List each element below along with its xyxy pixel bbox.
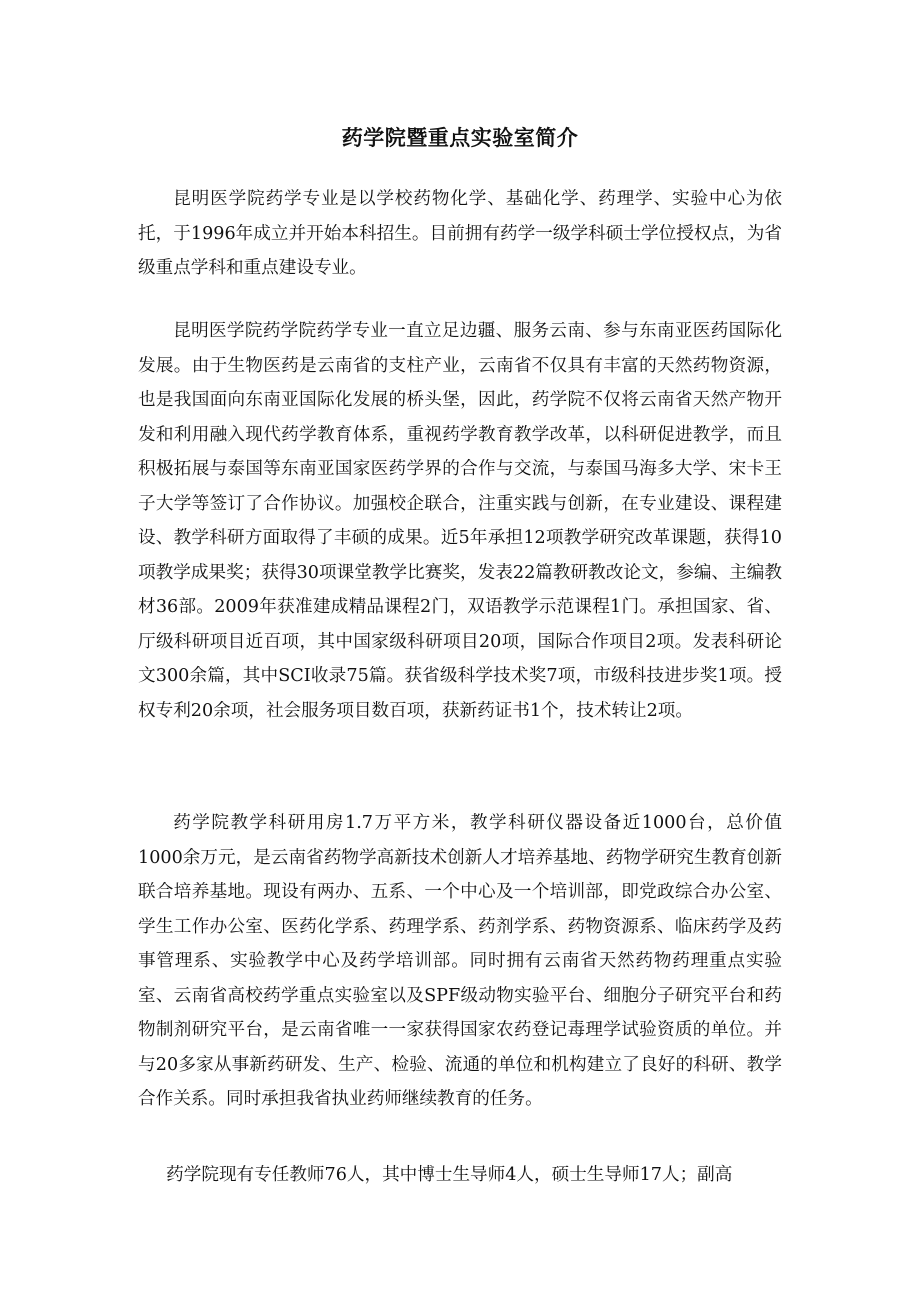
paragraph-facilities: 药学院教学科研用房1.7万平方米，教学科研仪器设备近1000台，总价值1000余万元，是云南省药物学高新技术创新人才培养基地、药物学研究生教育创新联合培养基地。现设有两办、五系、一个中心及一个培训部，即党政综合办公室、学生工作办公室、医药化学系、药理学系、药剂学系、药物资源系、临床药学及药事管理系、实验教学中心及药学培训部。同时拥有云南省天然药物药理重点实验室、云南省高校药学重点实验室以及SPF级动物实验平台、细胞分子研究平台和药物制剂研究平台，是云南省唯一一家获得国家农药登记毒理学试验资质的单位。并与20多家从事新药研发、生产、检验、流通的单位和机构建立了良好的科研、教学合作关系。同时承担我省执业药师继续教育的任务。 bbox=[138, 813, 782, 1109]
paragraph-intro: 昆明医学院药学专业是以学校药物化学、基础化学、药理学、实验中心为依托，于1996年成立并开始本科招生。目前拥有药学一级学科硕士学位授权点，为省级重点学科和重点建设专业。 bbox=[138, 189, 782, 278]
paragraph-development: 昆明医学院药学院药学专业一直立足边疆、服务云南、参与东南亚医药国际化发展。由于生物医药是云南省的支柱产业，云南省不仅具有丰富的天然药物资源，也是我国面向东南亚国际化发展的桥头堡，因此，药学院不仅将云南省天然产物开发和利用融入现代药学教育体系，重视药学教育教学改革，以科研促进教学，而且积极拓展与泰国等东南亚国家医药学界的合作与交流，与泰国马海多大学、宋卡王子大学等签订了合作协议。加强校企联合，注重实践与创新，在专业建设、课程建设、教学科研方面取得了丰硕的成果。近5年承担12项教学研究改革课题，获得10项教学成果奖；获得30项课堂教学比赛奖，发表22篇教研教改论文，参编、主编教材36部。2009年获准建成精品课程2门，双语教学示范课程1门。承担国家、省、厅级科研项目近百项，其中国家级科研项目20项，国际合作项目2项。发表科研论文300余篇，其中SCI收录75篇。获省级科学技术奖7项，市级科技进步奖1项。授权专利20余项，社会服务项目数百项，获新药证书1个，技术转让2项。 bbox=[138, 321, 782, 721]
page-title: 药学院暨重点实验室简介 bbox=[341, 126, 579, 150]
paragraph-faculty: 药学院现有专任教师76人，其中博士生导师4人，硕士生导师17人；副高 bbox=[166, 1165, 733, 1185]
